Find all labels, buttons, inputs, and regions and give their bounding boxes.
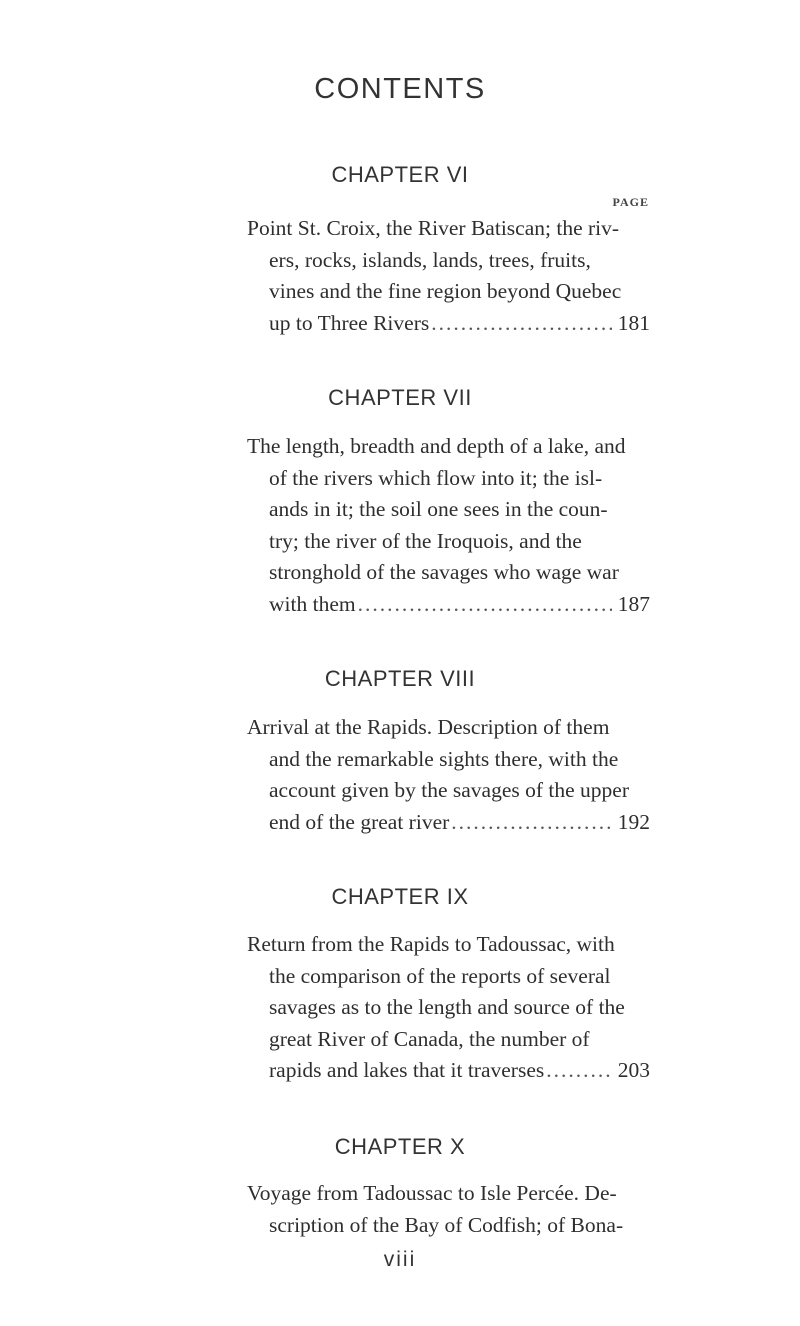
entry-line: account given by the savages of the upper: [269, 778, 629, 802]
page-number: 181: [617, 310, 650, 335]
entry-line: scription of the Bay of Codfish; of Bona-: [269, 1212, 624, 1237]
entry-line: Voyage from Tadoussac to Isle Percée. De-: [247, 1181, 617, 1205]
entry-line: ands in it; the soil one sees in the coun-: [269, 497, 608, 521]
dot-leader: [451, 807, 611, 839]
toc-entry: [247, 712, 650, 838]
entry-line: Return from the Rapids to Tadoussac, with: [247, 932, 615, 956]
toc-entry: [247, 1178, 650, 1241]
page-number: 187: [617, 591, 650, 616]
entry-line: try; the river of the Iroquois, and the: [269, 528, 582, 553]
entry-last-line: [247, 1055, 650, 1087]
entry-line: great River of Canada, the number of: [269, 1026, 590, 1051]
entry-last-line: [247, 589, 650, 621]
entry-line: ers, rocks, islands, lands, trees, fruits,: [269, 247, 591, 272]
dot-leader: [431, 308, 612, 340]
entry-last-line: [247, 308, 650, 340]
entry-line: the comparison of the reports of several: [269, 963, 611, 988]
entry-line: end of the great river: [269, 809, 450, 834]
page-number: 203: [617, 1058, 650, 1082]
entry-line: of the rivers which flow into it; the isl-: [269, 465, 603, 490]
entry-line: with them: [269, 591, 356, 616]
entry-line: savages as to the length and source of the: [269, 995, 625, 1019]
toc-entry: [247, 929, 650, 1087]
entry-line: vines and the fine region beyond Quebec: [269, 279, 622, 303]
entry-last-line: [247, 807, 650, 839]
entry-line: Point St. Croix, the River Batiscan; the riv-: [247, 216, 620, 240]
chapter-heading: CHAPTER VI: [331, 162, 469, 187]
entry-line: stronghold of the savages who wage war: [269, 560, 619, 584]
entry-line: The length, breadth and depth of a lake, and: [247, 434, 626, 458]
chapter-heading: CHAPTER X: [334, 1134, 466, 1159]
chapter-heading: CHAPTER IX: [331, 884, 469, 909]
entry-line: Arrival at the Rapids. Description of them: [247, 715, 610, 739]
entry-line: up to Three Rivers: [269, 310, 430, 335]
toc-entry: [247, 213, 650, 339]
page-number: 192: [617, 809, 650, 834]
dot-leader: [358, 589, 612, 621]
chapter-heading: CHAPTER VIII: [324, 666, 476, 691]
page-title: CONTENTS: [314, 73, 486, 105]
chapter-heading: CHAPTER VII: [328, 385, 472, 410]
page-column-label: PAGE: [612, 195, 649, 209]
page-folio: viii: [383, 1248, 417, 1271]
dot-leader: [546, 1055, 612, 1087]
toc-entry: [247, 431, 650, 620]
entry-line: rapids and lakes that it traverses: [269, 1058, 545, 1082]
entry-line: and the remarkable sights there, with the: [269, 746, 619, 771]
